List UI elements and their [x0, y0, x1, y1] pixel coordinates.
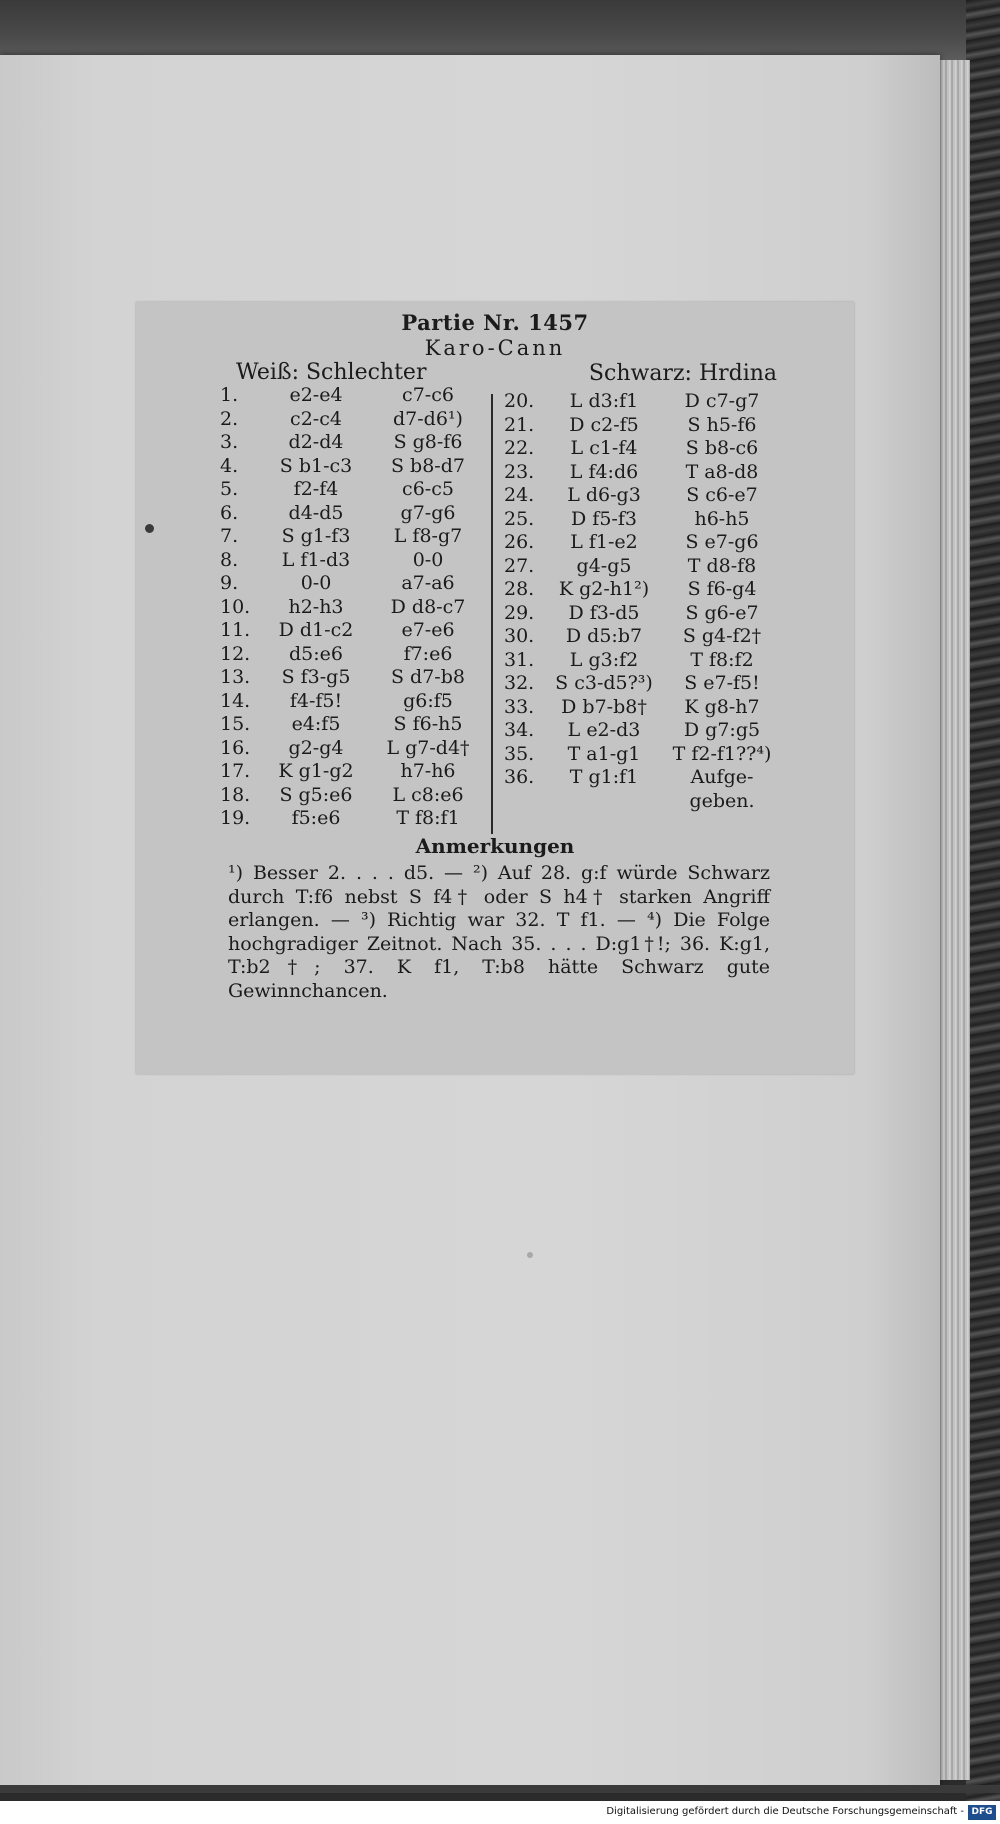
move-row — [494, 414, 854, 438]
move-row — [494, 484, 854, 508]
move-number: 14. — [220, 689, 251, 712]
move-number: 11. — [220, 619, 251, 641]
move-number: 32. — [504, 672, 535, 694]
move-number: 30. — [504, 625, 535, 647]
white-move: D f3-d5 — [568, 601, 640, 624]
move-number: 20. — [504, 390, 535, 412]
move-number: 36. — [504, 766, 535, 788]
move-number: 12. — [220, 642, 251, 665]
black-move: L c8:e6 — [392, 783, 464, 806]
white-move: S g1-f3 — [281, 525, 351, 547]
white-move: h2-h3 — [288, 595, 344, 618]
move-number: 28. — [504, 578, 535, 600]
black-move: h6-h5 — [694, 507, 750, 530]
black-player: Schwarz: Hrdina — [588, 361, 778, 386]
black-move: c7-c6 — [402, 384, 454, 406]
white-move: L d6-g3 — [567, 484, 641, 506]
move-number: 5. — [220, 478, 239, 500]
black-move: 0-0 — [412, 548, 444, 571]
black-move: D d8-c7 — [390, 595, 466, 618]
book-cover-top — [0, 0, 1000, 60]
move-number: 26. — [504, 531, 535, 553]
opening-name: Karo-Cann — [424, 336, 566, 360]
black-move: S g4-f2† — [682, 625, 762, 647]
white-move: c2-c4 — [290, 407, 342, 430]
move-row — [494, 625, 854, 649]
white-move: D d1-c2 — [278, 619, 354, 641]
black-move: D g7:g5 — [683, 719, 761, 741]
move-number: 31. — [504, 648, 535, 671]
move-number: 34. — [504, 719, 535, 741]
move-row — [494, 743, 854, 767]
move-row — [494, 649, 854, 673]
newspaper-clipping — [136, 302, 854, 1074]
white-move: T a1-g1 — [567, 742, 641, 765]
black-move: c6-c5 — [402, 478, 454, 500]
black-move: Aufge- — [690, 766, 754, 788]
white-move: 0-0 — [300, 572, 332, 594]
white-move: f4-f5! — [289, 689, 343, 712]
page-spot — [145, 524, 154, 533]
black-move: S d7-b8 — [391, 666, 465, 688]
black-move: g7-g6 — [400, 501, 456, 524]
footer-credit: Digitalisierung gefördert durch die Deutsche Forschungsgemeinschaft - — [606, 1806, 964, 1817]
white-move: d4-d5 — [288, 501, 344, 524]
move-number: 19. — [220, 807, 251, 829]
move-row — [494, 672, 854, 696]
white-move: D b7-b8† — [561, 695, 647, 718]
move-number: 10. — [220, 595, 251, 618]
move-number: 27. — [504, 554, 535, 577]
black-move: S f6-h5 — [393, 713, 463, 735]
white-move: D c2-f5 — [569, 413, 639, 436]
black-move: L g7-d4† — [386, 736, 470, 759]
move-number: 3. — [220, 431, 239, 453]
black-move: L f8-g7 — [393, 525, 463, 547]
white-move: L f4:d6 — [569, 460, 639, 483]
move-number: 18. — [220, 783, 251, 806]
black-move: g6:f5 — [403, 689, 453, 712]
move-row — [494, 531, 854, 555]
black-move-continuation: geben. — [689, 789, 755, 812]
move-number: 35. — [504, 742, 535, 765]
move-row — [494, 461, 854, 485]
move-number: 6. — [220, 501, 239, 524]
move-row — [494, 555, 854, 579]
notes-heading: Anmerkungen — [415, 834, 575, 858]
black-move: d7-d6¹) — [393, 407, 463, 430]
white-move: g2-g4 — [288, 736, 344, 759]
black-move: T f8:f1 — [396, 807, 460, 829]
move-row — [494, 766, 854, 812]
white-move: D f5-f3 — [571, 507, 637, 530]
move-number: 15. — [220, 713, 251, 735]
white-move: S c3-d5?³) — [555, 672, 653, 694]
white-move: T g1:f1 — [569, 766, 639, 788]
black-move: T f2-f1??⁴) — [672, 742, 772, 765]
move-row — [494, 578, 854, 602]
black-move: S g6-e7 — [685, 601, 759, 624]
black-move: D c7-g7 — [684, 390, 760, 412]
black-move: T d8-f8 — [687, 554, 757, 577]
moves-column-right — [494, 390, 854, 812]
black-move: e7-e6 — [401, 619, 455, 641]
move-row — [494, 508, 854, 532]
book-cover-bottom — [0, 1785, 1000, 1793]
black-move: S b8-c6 — [685, 437, 759, 459]
move-number: 8. — [220, 548, 239, 571]
black-move: S c6-e7 — [686, 484, 758, 506]
move-row — [494, 437, 854, 461]
column-divider — [491, 394, 493, 834]
white-move: S f3-g5 — [281, 666, 351, 688]
white-move: e4:f5 — [291, 713, 341, 735]
black-move: S e7-f5! — [684, 672, 760, 694]
white-move: d5:e6 — [289, 642, 343, 665]
move-number: 24. — [504, 484, 535, 506]
move-row — [494, 390, 854, 414]
black-move: T f8:f2 — [690, 648, 754, 671]
move-row — [494, 602, 854, 626]
white-move: f2-f4 — [293, 478, 339, 500]
notes-text: ¹) Besser 2. . . . d5. — ²) Auf 28. g:f würde Schwarz durch T:f6 nebst S f4† oder S h4† starken Angriff erlangen. — ³) Richtig war 32. T f1. — ⁴) Die Folge hochgradiger Zeitnot. Nach 35. . . . D:g1†!; 36. K:g1, T:b2†; 37. K f1, T:b8 hätte Schwarz gute Gewinnchancen. — [228, 862, 770, 1002]
move-number: 4. — [220, 454, 239, 477]
black-move: K g8-h7 — [684, 695, 760, 718]
game-title: Partie Nr. 1457 — [401, 310, 589, 335]
white-move: L d3:f1 — [569, 390, 639, 412]
footer-bar — [0, 1801, 1000, 1824]
white-move: K g2-h1²) — [558, 578, 650, 600]
black-move: S f6-g4 — [687, 578, 757, 600]
black-move: a7-a6 — [401, 572, 455, 594]
black-move: S g8-f6 — [393, 431, 463, 453]
white-player: Weiß: Schlechter — [236, 360, 427, 385]
move-number: 16. — [220, 736, 251, 759]
white-move: S b1-c3 — [279, 454, 353, 477]
black-move: S e7-g6 — [685, 531, 759, 553]
white-move: L c1-f4 — [570, 437, 638, 459]
white-move: L f1-d3 — [281, 548, 351, 571]
move-row — [220, 807, 542, 831]
white-move: S g5:e6 — [279, 783, 353, 806]
move-number: 21. — [504, 413, 535, 436]
move-number: 17. — [220, 760, 251, 782]
white-move: d2-d4 — [288, 431, 344, 453]
white-move: L f1-e2 — [570, 531, 638, 553]
black-move: S h5-f6 — [687, 413, 757, 436]
white-move: e2-e4 — [289, 384, 343, 406]
move-number: 9. — [220, 572, 239, 594]
move-number: 2. — [220, 407, 239, 430]
move-number: 1. — [220, 384, 239, 406]
black-move: h7-h6 — [400, 760, 456, 782]
move-number: 13. — [220, 666, 251, 688]
move-number: 29. — [504, 601, 535, 624]
page-speck — [527, 1252, 533, 1258]
dfg-logo-icon: DFG — [968, 1805, 996, 1820]
white-move: L g3:f2 — [569, 648, 639, 671]
move-number: 25. — [504, 507, 535, 530]
white-move: D d5:b7 — [565, 625, 643, 647]
move-row — [494, 719, 854, 743]
move-number: 22. — [504, 437, 535, 459]
move-row — [494, 696, 854, 720]
move-number: 7. — [220, 525, 239, 547]
black-move: T a8-d8 — [685, 460, 759, 483]
move-number: 23. — [504, 460, 535, 483]
book-cover-right — [966, 0, 1000, 1824]
white-move: g4-g5 — [576, 554, 632, 577]
white-move: L e2-d3 — [567, 719, 641, 741]
black-move: f7:e6 — [403, 642, 453, 665]
move-number: 33. — [504, 695, 535, 718]
black-move: S b8-d7 — [391, 454, 465, 477]
white-move: K g1-g2 — [278, 760, 354, 782]
white-move: f5:e6 — [291, 807, 341, 829]
